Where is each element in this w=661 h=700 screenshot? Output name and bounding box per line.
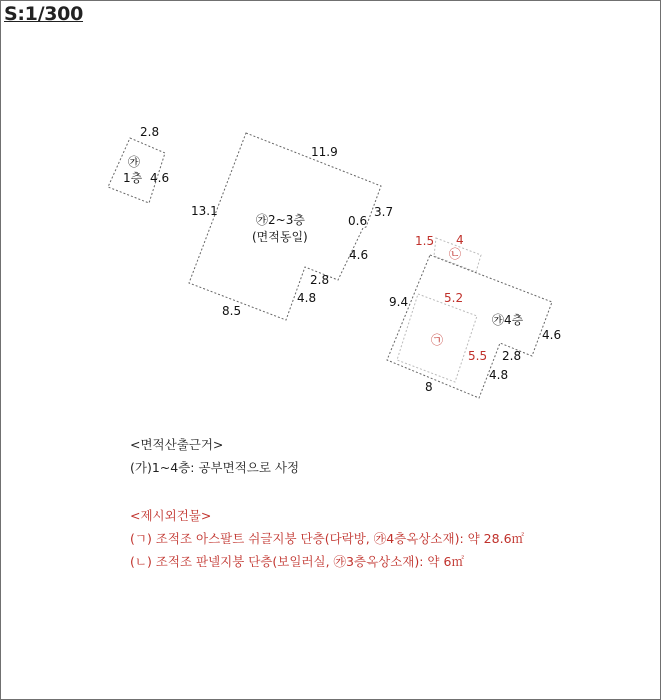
dim-ga23f-notch: 0.6: [348, 214, 368, 228]
dim-annex-n-top: 4: [456, 233, 464, 247]
annex-n-symbol: ㉡: [449, 247, 462, 261]
building-ga-1f-label: 1층: [123, 171, 143, 185]
area-basis-line: (가)1~4층: 공부면적으로 사정: [130, 460, 300, 475]
excluded-building-item: (ㄴ) 조적조 판넬지붕 단층(보일러실, ㉮3층옥상소재): 약 6㎡: [130, 554, 464, 569]
dim-ga4f-step: 2.8: [502, 349, 522, 363]
area-basis-title: <면적산출근거>: [130, 437, 224, 452]
building-ga-2-3f-label: ㉮2~3층: [256, 213, 305, 227]
dim-ga23f-right-lower: 4.8: [297, 291, 317, 305]
excluded-buildings-title: <제시외건물>: [130, 508, 212, 523]
excluded-building-item: (ㄱ) 조적조 아스팔트 쉬글지붕 단층(다락방, ㉮4층옥상소재): 약 28.6㎡: [130, 531, 525, 546]
dim-annex-g-top: 5.2: [444, 291, 464, 305]
dim-ga1f-right: 4.6: [150, 171, 170, 185]
dim-ga1f-top: 2.8: [140, 125, 160, 139]
dim-ga23f-right-upper: 3.7: [374, 205, 394, 219]
dim-ga4f-left: 9.4: [389, 295, 409, 309]
dim-ga23f-left: 13.1: [191, 204, 218, 218]
dim-annex-g-right: 5.5: [468, 349, 488, 363]
dim-ga23f-bottom: 8.5: [222, 304, 242, 318]
dim-ga4f-right-lower: 4.8: [489, 368, 509, 382]
dim-ga23f-top: 11.9: [311, 145, 338, 159]
dim-annex-n-left: 1.5: [415, 234, 435, 248]
dim-ga23f-step: 2.8: [310, 273, 330, 287]
dim-ga4f-right: 4.6: [542, 328, 562, 342]
building-ga-2-3f-note: (면적동일): [252, 230, 308, 244]
dim-ga4f-bottom: 8: [425, 380, 433, 394]
annex-g-symbol: ㉠: [431, 333, 444, 347]
scale-label: S:1/300: [4, 3, 84, 25]
dim-ga23f-right-mid: 4.6: [349, 248, 369, 262]
building-ga-4f-label: ㉮4층: [492, 313, 524, 327]
building-ga-1f-symbol: ㉮: [128, 155, 141, 169]
building-ga-4f-outline: [387, 255, 552, 398]
